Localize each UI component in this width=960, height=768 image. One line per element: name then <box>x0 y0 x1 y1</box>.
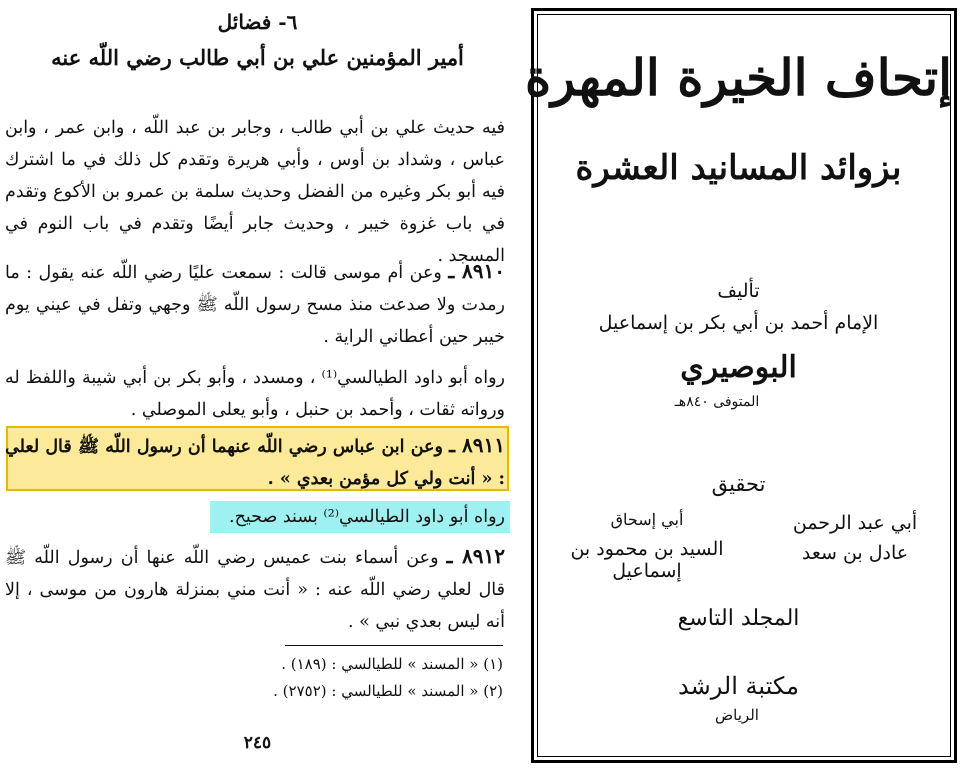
footnote-1: (١) « المسند » للطيالسي : (١٨٩) . <box>281 655 503 673</box>
hadith-number: ٨٩١٢ ـ <box>446 544 505 568</box>
hadith-text: وعن ابن عباس رضي اللّه عنهما أن رسول اللّه ﷺ قال لعلي : « أنت ولي كل مؤمن بعدي » . <box>5 437 505 489</box>
hadith-number: ٨٩١١ ـ <box>449 433 505 457</box>
author-nisba: البوصيري <box>680 350 797 385</box>
editor-right-name: عادل بن سعد <box>801 542 909 564</box>
hadith-text: وعن أم موسى قالت : سمعت عليًا رضي اللّه عنه يقول : ما رمدت ولا صدعت منذ مسح رسول اللّه ﷺ وجهي وتفل في عيني يوم خيبر حين أعطاني الراية . <box>5 263 505 347</box>
authorship-label: تأليف <box>717 280 760 302</box>
editor-left-name: السيد بن محمود بن إسماعيل <box>570 538 724 582</box>
hadith-8911 <box>5 429 505 495</box>
hadith-8910 <box>5 255 505 353</box>
hadith-8911-narration: رواه أبو داود الطيالسي⁽²⁾ بسند صحيح. <box>229 507 505 527</box>
cover-frame-inner <box>537 14 951 757</box>
hadith-8910-narration: رواه أبو داود الطيالسي⁽¹⁾ ، ومسدد ، وأبو بكر بن أبي شيبة واللفظ له ورواته ثقات ، وأحمد بن حنبل ، وأبو يعلى الموصلي . <box>5 368 505 420</box>
author-name: الإمام أحمد بن أبي بكر بن إسماعيل <box>598 312 879 334</box>
editor-right-kunya: أبي عبد الرحمن <box>792 512 918 534</box>
page-number: ٢٤٥ <box>243 733 272 753</box>
hadith-text: وعن أسماء بنت عميس رضي اللّه عنها أن رسول اللّه ﷺ قال لعلي رضي اللّه عنه : « أنت مني بمنزلة هارون من موسى ، إلا أنه ليس بعدي نبي » . <box>5 548 505 632</box>
hadith-number: ٨٩١٠ ـ <box>448 259 505 283</box>
section-title: ٦- فضائل <box>217 10 298 34</box>
hadith-8912 <box>5 540 505 638</box>
author-death-date: المتوفى ٨٤٠هـ <box>674 394 760 410</box>
section-subtitle: أمير المؤمنين علي بن أبي طالب رضي اللّه عنه <box>51 45 464 70</box>
footnote-rule <box>285 645 503 646</box>
book-title: إتحاف الخيرة المهرة <box>524 48 953 107</box>
intro-paragraph: فيه حديث علي بن أبي طالب ، وجابر بن عبد اللّه ، وابن عمر ، وابن عباس ، وشداد بن أوس ، وأبي هريرة وتقدم كل ذلك في ما اشترك فيه أبو بكر وغيره من الفضل وحديث سلمة بن عمرو بن الأكوع وتقدم في باب غزوة خيبر ، وحديث جابر أيضًا وتقدم في باب النوم في المسجد . <box>5 118 505 266</box>
volume-label: المجلد التاسع <box>677 606 800 631</box>
publisher-city: الرياض <box>715 706 759 724</box>
editor-left-kunya: أبي إسحاق <box>610 510 684 529</box>
publisher-name: مكتبة الرشد <box>677 672 800 700</box>
book-subtitle: بزوائد المسانيد العشرة <box>575 148 902 188</box>
tahqiq-label: تحقيق <box>711 472 766 496</box>
footnote-2: (٢) « المسند » للطيالسي : (٢٧٥٢) . <box>273 682 503 700</box>
book-cover-page <box>517 0 960 768</box>
